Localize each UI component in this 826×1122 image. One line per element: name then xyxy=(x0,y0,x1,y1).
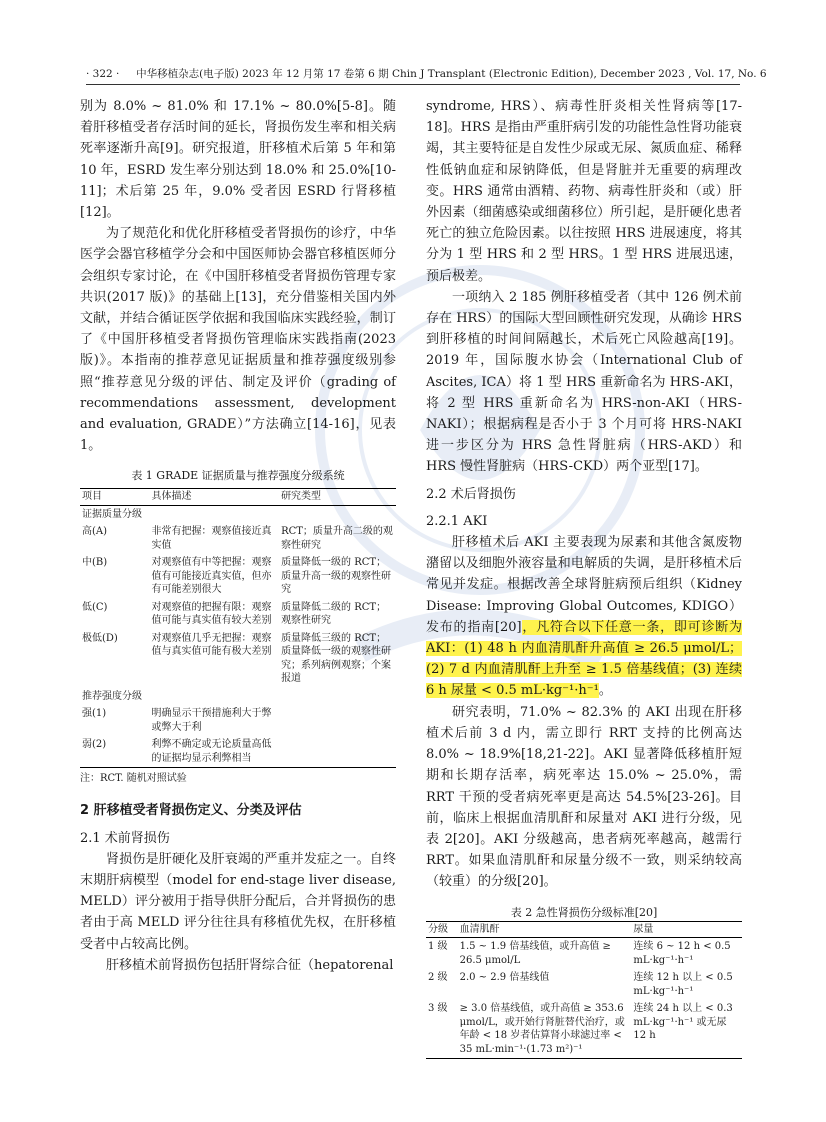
table-row: 高(A) 非常有把握：观察值接近真实值 RCT；质量升高二级的观察性研究 xyxy=(82,526,393,551)
running-head xyxy=(86,66,767,81)
table-1-note: 注：RCT. 随机对照试验 xyxy=(80,773,187,785)
paragraph: 别为 8.0% ~ 81.0% 和 17.1% ~ 80.0%[5-8]。随着肝移植受者存活时间的延长，肾损伤发生率和相关病死率逐渐升高[9]。研究报道，肝移植术后第 5 年和第 10 年，ESRD 发生率分别达到 18.0% 和 25.0%[10-11]；术后第 25 年，9.0% 受者因 ESRD 行肾移植[12]。 xyxy=(80,99,396,221)
subsection-heading: 2.2 术后肾损伤 xyxy=(426,486,516,502)
table-row: 证据质量分级 xyxy=(82,508,142,520)
table-1 xyxy=(80,488,396,768)
table-row: 极低(D) 对观察值几乎无把握：观察值与真实值可能有极大差别 质量降低三级的 RCT；质量降低一级的观察性研究；系列病例观察；个案报道 xyxy=(82,632,392,685)
paragraph: 肝移植术前肾损伤包括肝肾综合征（hepatorenal xyxy=(106,957,394,973)
table-header: 尿量 xyxy=(631,921,742,938)
table-row: 低(C) 对观察值的把握有限：观察值可能与真实值有较大差别 质量降低二级的 RCT；观察性研究 xyxy=(82,601,387,627)
table-1-title: 表 1 GRADE 证据质量与推荐强度分级系统 xyxy=(131,469,345,483)
subsection-heading: 2.1 术前肾损伤 xyxy=(80,830,170,846)
section-heading: 2 肝移植受者肾损伤定义、分类及评估 xyxy=(80,803,302,819)
paragraph: 一项纳入 2 185 例肝移植受者（其中 126 例术前存在 HRS）的国际大型回顾性研究发现，从确诊 HRS 到肝移植的时间间隔越长，术后死亡风险越高[19]。2019 年，国际腹水协会（International Club of Ascites, ICA）将 1 型 HRS 重新命名为 HRS-AKI，将 2 型 HRS 重新命名为 HRS-non-AKI（HRS-NAKI）；根据病程是否小于 3 个月可将 HRS-NAKI 进一步区分为 HRS 急性肾脏病（HRS-AKD）和 HRS 慢性肾脏病（HRS-CKD）两个亚型[17]。 xyxy=(426,289,742,475)
table-2 xyxy=(426,921,742,1060)
table-row: 中(B) 对观察值有中等把握：观察值有可能接近真实值，但亦有可能差别很大 质量降低一级的 RCT；质量升高一级的观察性研究 xyxy=(82,557,392,596)
table-header: 血清肌酐 xyxy=(458,921,632,938)
subsection-heading: 2.2.1 AKI xyxy=(426,513,488,529)
journal-citation: 中华移植杂志(电子版) 2023 年 12 月第 17 卷第 6 期 Chin J Transplant (Electronic Edition), December 2023 , Vol. 17, No. 6 xyxy=(136,68,767,80)
table-header: 具体描述 xyxy=(150,489,280,506)
table-row: 2 级 2.0 ~ 2.9 倍基线值 连续 12 h 以上 < 0.5 mL·kg⁻¹·h⁻¹ xyxy=(428,972,733,997)
paragraph: 为了规范化和优化肝移植受者肾损伤的诊疗，中华医学会器官移植学分会和中国医师协会器官移植医师分会组织专家讨论，在《中国肝移植受者肾损伤管理专家共识(2017 版)》的基础上[13]，充分借鉴相关国内外文献，并结合循证医学依据和我国临床实践经验，制订了《中国肝移植受者肾损伤管理临床实践指南(2023 版)》。本指南的推荐意见证据质量和推荐强度级别参照“推荐意见分级的评估、制定及评价（grading of recommendations assessment, development and evaluation, GRADE）”方法确立[14-16]，见表 1。 xyxy=(80,226,396,454)
highlighted-text: ，凡符合以下任意一条，即可诊断为 AKI：(1) 48 h 内血清肌酐升高值 ≥ 26.5 μmol/L；(2) 7 d 内血清肌酐上升至 ≥ 1.5 倍基线值；(3) 连续 6 h 尿量 < 0.5 mL·kg⁻¹·h⁻¹ xyxy=(426,619,742,699)
left-column xyxy=(80,96,396,976)
table-row: 弱(2) 利弊不确定或无论质量高低的证据均显示利弊相当 xyxy=(80,736,396,768)
paragraph: 研究表明，71.0% ~ 82.3% 的 AKI 出现在肝移植术后前 3 d 内，需立即行 RRT 支持的比例高达 8.0% ~ 18.9%[18,21-22]。AKI 显著降低移植肝短期和长期存活率，病死率达 15.0% ~ 25.0%，需 RRT 干预的受者病死率更是高达 54.5%[23-26]。目前，临床上根据血清肌酐和尿量对 AKI 进行分级，见表 2[20]。AKI 分级越高，患者病死率越高，越需行 RRT。如果血清肌酐和尿量分级不一致，则采纳较高（较重）的分级[20]。 xyxy=(426,704,742,890)
paragraph: 肾损伤是肝硬化及肝衰竭的严重并发症之一。自终末期肝病模型（model for end-stage liver disease, MELD）评分被用于指导供肝分配后，合并肾损伤的患者由于高 MELD 评分往往具有移植优先权，在肝移植受者中占较高比例。 xyxy=(80,851,396,952)
paragraph: syndrome, HRS）、病毒性肝炎相关性肾病等[17-18]。HRS 是指由严重肝病引发的功能性急性肾功能衰竭，其主要特征是自发性少尿或无尿、氮质血症、稀释性低钠血症和尿钠降低，但是肾脏并无重要的病理改变。HRS 通常由酒精、药物、病毒性肝炎和（或）肝外因素（细菌感染或细菌移位）所引起，是肝硬化患者死亡的独立危险因素。以往按照 HRS 进展速度，将其分为 1 型 HRS 和 2 型 HRS。1 型 HRS 进展迅速，预后极差。 xyxy=(426,99,742,284)
header-rule xyxy=(86,84,740,85)
paragraph: 肝移植术后 AKI 主要表现为尿素和其他含氮废物潴留以及细胞外液容量和电解质的失调，是肝移植术后常见并发症。根据改善全球肾脏病预后组织（Kidney Disease: Improving Global Outcomes, KDIGO）发布的指南[20]，凡符合以下任意一条，即可诊断为 AKI：(1) 48 h 内血清肌酐升高值 ≥ 26.5 μmol/L；(2) 7 d 内血清肌酐上升至 ≥ 1.5 倍基线值；(3) 连续 6 h 尿量 < 0.5 mL·kg⁻¹·h⁻¹。 xyxy=(426,535,742,699)
table-header: 项目 xyxy=(80,489,150,506)
table-2-title: 表 2 急性肾损伤分级标准[20] xyxy=(510,905,658,919)
table-row: 强(1) 明确显示干预措施利大于弊或弊大于利 xyxy=(82,708,272,733)
table-header: 分级 xyxy=(426,921,458,938)
table-header: 研究类型 xyxy=(279,489,396,506)
table-row: 3 级 ≥ 3.0 倍基线值，或升高值 ≥ 353.6 μmol/L，或开始行肾脏替代治疗，或年龄 < 18 岁者估算肾小球滤过率 < 35 mL·min⁻¹·(1.73 m²)⁻¹ 连续 24 h 以上 < 0.3 mL·kg⁻¹·h⁻¹ 或无尿 12 h xyxy=(426,1000,742,1059)
table-row: 推荐强度分级 xyxy=(82,690,142,702)
table-row: 1 级 1.5 ~ 1.9 倍基线值，或升高值 ≥ 26.5 μmol/L 连续 6 ~ 12 h < 0.5 mL·kg⁻¹·h⁻¹ xyxy=(428,941,731,966)
right-column xyxy=(426,96,742,1059)
page-number: · 322 · xyxy=(86,68,120,80)
